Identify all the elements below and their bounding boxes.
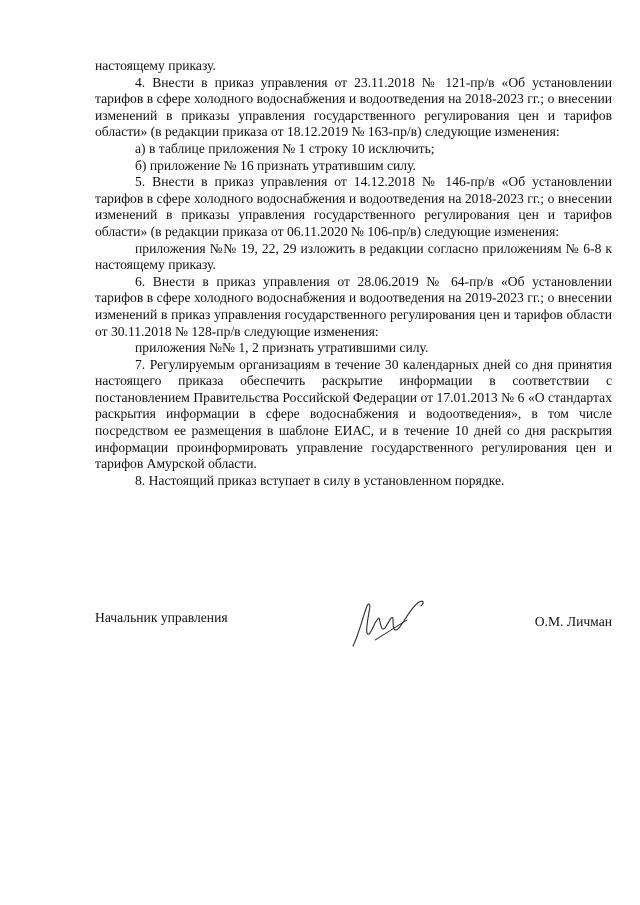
signatory-name: О.М. Личман (534, 614, 612, 629)
handwritten-signature (345, 594, 435, 654)
paragraph-item-5a: приложения №№ 19, 22, 29 изложить в редакции согласно приложениям № 6-8 к настоящему приказу. (95, 240, 612, 273)
paragraph-item-5: 5. Внести в приказ управления от 14.12.2018 № 146-пр/в «Об установлении тарифов в сфере холодного водоснабжения и водоотведения на 2018-2023 гг.; о внесении изменений в приказы управления государственного регулирования цен и тарифов области» (в редакции приказа от 06.11.2020 № 106-пр/в) следующие изменения: (95, 174, 612, 239)
document-body (95, 58, 612, 489)
paragraph-item-6a: приложения №№ 1, 2 признать утратившими силу. (135, 340, 429, 356)
paragraph-item-8: 8. Настоящий приказ вступает в силу в установленном порядке. (135, 472, 505, 488)
signatory-position: Начальник управления (95, 610, 228, 625)
paragraph-item-7: 7. Регулируемым организациям в течение 30 календарных дней со дня принятия настоящего приказа обеспечить раскрытие информации в соответствии с постановлением Правительства Российской Федерации от 17.01.2013 № 6 «О стандартах раскрытия информации в сфере водоснабжения и водоотведения», в том числе посредством ее размещения в шаблоне ЕИАС, и в течение 10 дней со дня раскрытия информации проинформировать управление государственного регулирования цен и тарифов Амурской области. (95, 356, 612, 472)
paragraph-item-6: 6. Внести в приказ управления от 28.06.2019 № 64-пр/в «Об установлении тарифов в сфере холодного водоснабжения и водоотведения на 2019-2023 гг.; о внесении изменений в приказ управления государственного регулирования цен и тарифов области от 30.11.2018 № 128-пр/в следующие изменения: (95, 273, 612, 339)
paragraph-item-4a: а) в таблице приложения № 1 строку 10 исключить; (135, 140, 435, 156)
signature-block (95, 608, 612, 658)
paragraph-continuation: настоящему приказу. (95, 58, 216, 73)
paragraph-item-4: 4. Внести в приказ управления от 23.11.2018 № 121-пр/в «Об установлении тарифов в сфере холодного водоснабжения и водоотведения на 2018-2023 гг.; о внесении изменений в приказы управления государственного регулирования цен и тарифов области» (в редакции приказа от 18.12.2019 № 163-пр/в) следующие изменения: (95, 74, 612, 140)
paragraph-item-4b: б) приложение № 16 признать утратившим силу. (135, 157, 416, 173)
